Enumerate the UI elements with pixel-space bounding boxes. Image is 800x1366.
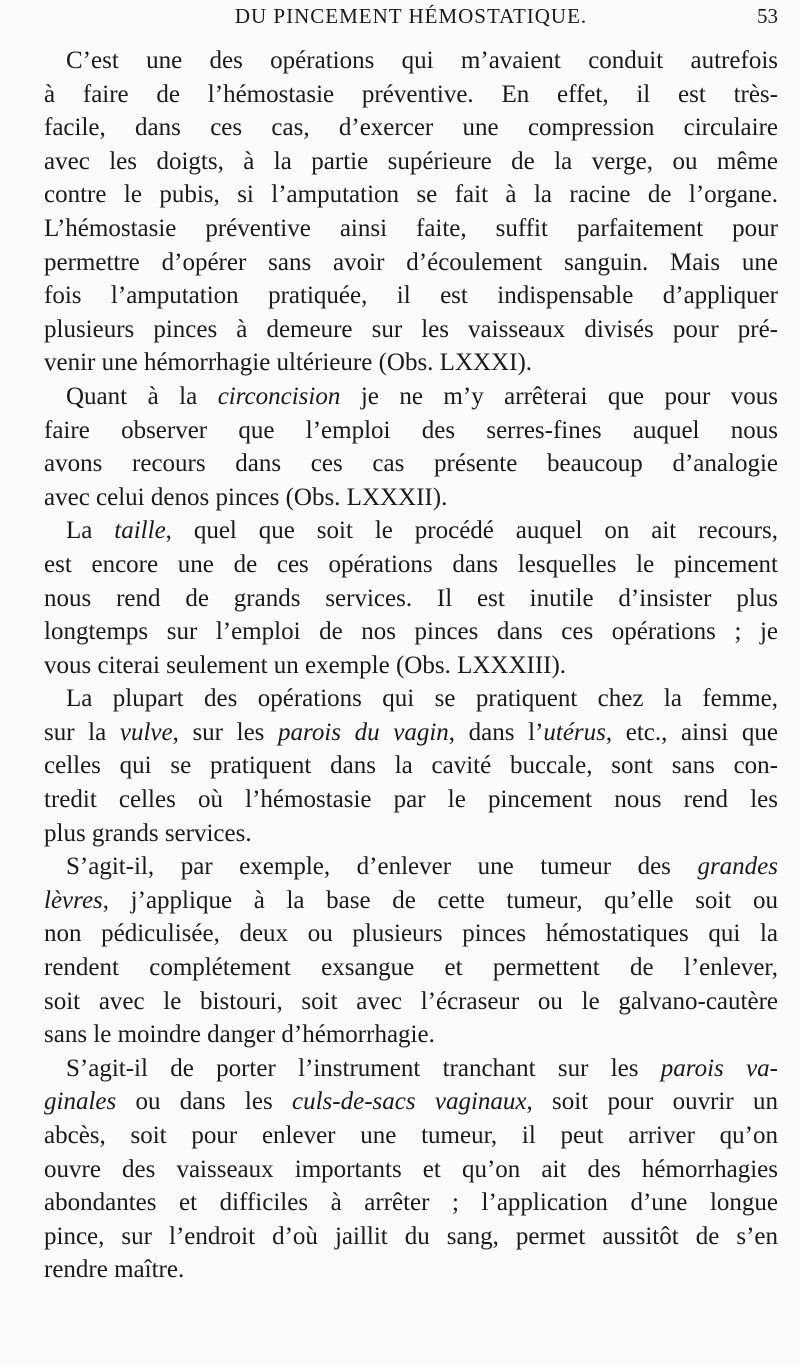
text-line [44,1119,778,1153]
text-run: pince, sur l’endroit d’où jaillit du sang, permet aussitôt de s’en [44,1222,778,1250]
text-line [44,111,778,145]
text-line [44,749,778,783]
text-run: , etc., ainsi que [605,718,778,746]
text-line [44,649,778,683]
italic-text: taille [114,517,166,545]
text-line [44,380,778,414]
text-run: nous rend de grands services. Il est inutile d’insister plus [44,584,778,612]
text-line [44,414,778,448]
text-line [44,246,778,280]
text-run: longtemps sur l’emploi de nos pinces dans ces opérations ; je [44,618,778,646]
text-run: facile, dans ces cas, d’exercer une compression circulaire [44,114,778,142]
text-line [44,1052,778,1086]
text-line [44,917,778,951]
text-run: vous citerai seulement un exemple (Obs. LXXXIII). [44,651,567,679]
text-line [44,447,778,481]
body-text [44,44,778,1287]
text-run: , soit pour ouvrir un [526,1088,778,1116]
text-run: , sur les [172,718,279,746]
text-run: Quant à la [66,382,218,410]
text-run: est encore une de ces opérations dans lesquelles le pincement [44,550,778,578]
running-title: DU PINCEMENT HÉMOSTATIQUE. [234,4,588,28]
text-line [44,615,778,649]
text-run: faire observer que l’emploi des serres-fines auquel nous [44,416,778,444]
text-run: S’agit-il de porter l’instrument tranchant sur les [66,1054,661,1082]
text-line [44,1220,778,1254]
text-line [44,44,778,78]
text-line [44,783,778,817]
text-run: ou dans les [116,1088,292,1116]
text-run: avons recours dans ces cas présente beaucoup d’analogie [44,450,778,478]
text-line [44,1018,778,1052]
text-run: sans le moindre danger d’hémorrhagie. [44,1021,435,1049]
text-line [44,346,778,380]
text-line [44,481,778,515]
text-line [44,178,778,212]
text-run: contre le pubis, si l’amputation se fait à la racine de l’organe. [44,181,778,209]
text-run: plus grands services. [44,819,252,847]
italic-text: culs-de-sacs vaginaux [292,1088,527,1116]
text-run: L’hémostasie préventive ainsi faite, suffit parfaitement pour [44,214,778,242]
text-line [44,985,778,1019]
text-run: C’est une des opérations qui m’avaient conduit autrefois [66,47,778,74]
text-run: rendent complétement exsangue et permettent de l’enlever, [44,954,778,982]
text-run: sur la [44,718,120,746]
text-line [44,884,778,918]
italic-text: parois va- [660,1054,778,1082]
text-line [44,212,778,246]
text-run: non pédiculisée, deux ou plusieurs pinces hémostatiques qui la [44,920,778,948]
text-line [44,1153,778,1187]
text-line [44,582,778,616]
italic-text: lèvres [44,886,103,914]
text-run: soit avec le bistouri, soit avec l’écraseur ou le galvano-cautère [44,987,778,1015]
text-line [44,1253,778,1287]
text-line [44,145,778,179]
text-line [44,817,778,851]
text-line [44,850,778,884]
italic-text: utérus [543,718,606,746]
text-run: permettre d’opérer sans avoir d’écoulement sanguin. Mais une [44,248,778,276]
text-line [44,279,778,313]
text-run: S’agit-il, par exemple, d’enlever une tumeur des [66,853,698,881]
italic-text: grandes [697,853,778,881]
italic-text: parois du vagin [278,718,449,746]
text-run: ouvre des vaisseaux importants et qu’on ait des hémorrhagies [44,1155,778,1183]
text-run: tredit celles où l’hémostasie par le pincement nous rend les [44,786,778,814]
text-line [44,716,778,750]
italic-text: vulve [119,718,173,746]
text-line [44,951,778,985]
text-run: avec celui denos pinces (Obs. LXXXII). [44,483,448,511]
text-run: rendre maître. [44,1256,185,1284]
text-run: celles qui se pratiquent dans la cavité buccale, sont sans con- [44,752,778,780]
text-run: La plupart des opérations qui se pratiquent chez la femme, [66,685,778,713]
text-run: La [66,517,115,545]
text-run: , quel que soit le procédé auquel on ait recours, [165,517,778,545]
text-run: abcès, soit pour enlever une tumeur, il peut arriver qu’on [44,1122,778,1149]
text-run: je ne m’y arrêterai que pour vous [340,382,778,410]
text-line [44,514,778,548]
text-line [44,313,778,347]
text-run: à faire de l’hémostasie préventive. En effet, il est très- [44,80,778,108]
text-run: plusieurs pinces à demeure sur les vaisseaux divisés pour pré- [44,315,778,343]
text-run: , dans l’ [448,718,544,746]
text-run: venir une hémorrhagie ultérieure (Obs. LXXXI). [44,349,533,377]
page-header [44,4,778,34]
text-line [44,682,778,716]
text-run: avec les doigts, à la partie supérieure de la verge, ou même [44,147,778,175]
text-run: , j’applique à la base de cette tumeur, qu’elle soit ou [102,886,778,914]
text-line [44,548,778,582]
italic-text: ginales [44,1088,117,1116]
italic-text: circoncision [217,382,341,410]
text-line [44,1186,778,1220]
text-line [44,1085,778,1119]
text-run: abondantes et difficiles à arrêter ; l’application d’une longue [44,1189,778,1217]
text-run: fois l’amputation pratiquée, il est indispensable d’appliquer [44,282,778,310]
page-number: 53 [757,4,778,28]
text-line [44,78,778,112]
